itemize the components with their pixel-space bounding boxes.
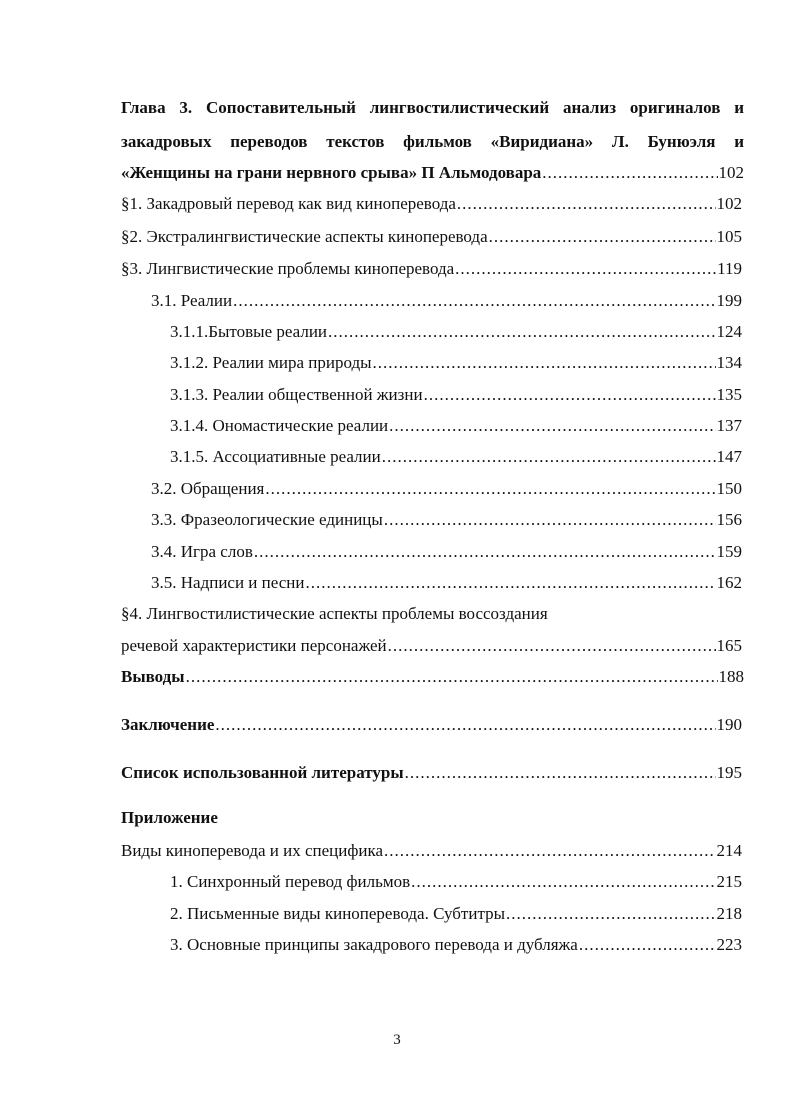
page-ref: 162 <box>716 573 742 592</box>
chapter3-title-line3: «Женщины на грани нервного срыва» П Альмодовара <box>121 163 542 182</box>
toc-entry <box>121 226 742 248</box>
toc-entry <box>170 384 742 406</box>
entry-text: 3.4. Игра слов <box>151 542 253 561</box>
leader-dots <box>388 635 716 657</box>
leader-dots <box>384 509 716 531</box>
entry-text: 1. Синхронный перевод фильмов <box>170 872 411 891</box>
leader-dots <box>411 871 715 893</box>
toc-entry <box>151 572 742 594</box>
entry-text: речевой характеристики персонажей <box>121 636 387 655</box>
appendix-heading: Приложение <box>121 808 218 827</box>
page-ref: 119 <box>717 259 742 278</box>
page-number: 3 <box>393 1032 401 1048</box>
leader-dots <box>405 762 716 784</box>
leader-dots <box>389 415 715 437</box>
chapter3-title-line2: закадровых переводов текстов фильмов «Виридиана» Л. Бунюэля и <box>121 132 744 151</box>
entry-text: 3.2. Обращения <box>151 479 265 498</box>
page-ref: 135 <box>716 385 742 404</box>
entry-text: 2. Письменные виды киноперевода. Субтитры <box>170 904 506 923</box>
entry-text: §4. Лингвостилистические аспекты проблемы воссоздания <box>121 604 548 623</box>
page-ref: 195 <box>716 763 742 782</box>
leader-dots <box>384 840 715 862</box>
entry-text: §3. Лингвистические проблемы киноперевода <box>121 259 455 278</box>
page-ref: 190 <box>716 715 742 734</box>
toc-entry <box>170 352 742 374</box>
leader-dots <box>542 162 717 184</box>
entry-text: §2. Экстралингвистические аспекты киноперевода <box>121 227 488 246</box>
leader-dots <box>457 193 716 215</box>
toc-entry <box>151 509 742 531</box>
chapter3-title-line1: Глава 3. Сопоставительный лингвостилистический анализ оригиналов и <box>121 98 744 117</box>
entry-text: 3.1. Реалии <box>151 291 233 310</box>
toc-entry <box>170 446 742 468</box>
leader-dots <box>328 321 715 343</box>
page-ref: 218 <box>716 904 742 923</box>
leader-dots <box>233 290 715 312</box>
toc-entry-summary <box>121 714 742 736</box>
toc-entry-section4 <box>121 635 742 657</box>
page-ref: 165 <box>716 636 742 655</box>
page-ref: 199 <box>716 291 742 310</box>
entry-text: 3.1.2. Реалии мира природы <box>170 353 372 372</box>
page-ref: 102 <box>718 163 744 182</box>
page-ref: 137 <box>716 416 742 435</box>
entry-text: Выводы <box>121 667 185 686</box>
page-ref: 105 <box>716 227 742 246</box>
leader-dots <box>265 478 715 500</box>
page-ref: 150 <box>716 479 742 498</box>
toc-entry <box>170 415 742 437</box>
page-ref: 102 <box>716 194 742 213</box>
toc-entry <box>121 840 742 862</box>
entry-text: §1. Закадровый перевод как вид киноперевода <box>121 194 456 213</box>
entry-text: Заключение <box>121 715 215 734</box>
section4-title-line1 <box>121 603 548 625</box>
leader-dots <box>186 666 718 688</box>
toc-entry-chapter3 <box>121 162 744 184</box>
leader-dots <box>424 384 716 406</box>
leader-dots <box>506 903 715 925</box>
page-ref: 134 <box>716 353 742 372</box>
toc-entry <box>121 258 742 280</box>
leader-dots <box>382 446 716 468</box>
page-ref: 223 <box>716 935 742 954</box>
entry-text: 3.1.3. Реалии общественной жизни <box>170 385 423 404</box>
page-ref: 147 <box>716 447 742 466</box>
entry-text: Список использованной литературы <box>121 763 404 782</box>
toc-entry <box>151 290 742 312</box>
toc-entry <box>170 871 742 893</box>
leader-dots <box>254 541 716 563</box>
leader-dots <box>305 572 715 594</box>
toc-entry <box>121 193 742 215</box>
toc-entry <box>151 541 742 563</box>
entry-text: 3.1.1.Бытовые реалии <box>170 322 328 341</box>
page-ref: 188 <box>718 667 744 686</box>
leader-dots <box>455 258 716 280</box>
page-ref: 214 <box>716 841 742 860</box>
page-ref: 159 <box>716 542 742 561</box>
toc-entry <box>170 903 742 925</box>
leader-dots <box>373 352 716 374</box>
toc-entry-conclusions <box>121 666 744 688</box>
toc-entry-references <box>121 762 742 784</box>
entry-text: 3.5. Надписи и песни <box>151 573 305 592</box>
entry-text: 3.3. Фразеологические единицы <box>151 510 383 529</box>
entry-text: Виды киноперевода и их специфика <box>121 841 384 860</box>
page-ref: 124 <box>716 322 742 341</box>
entry-text: 3.1.4. Ономастические реалии <box>170 416 389 435</box>
toc-entry <box>151 478 742 500</box>
entry-text: 3. Основные принципы закадрового перевода и дубляжа <box>170 935 578 954</box>
toc-entry <box>170 321 742 343</box>
leader-dots <box>215 714 715 736</box>
leader-dots <box>489 226 716 248</box>
page-ref: 156 <box>716 510 742 529</box>
leader-dots <box>579 934 716 956</box>
page-ref: 215 <box>716 872 742 891</box>
entry-text: 3.1.5. Ассоциативные реалии <box>170 447 381 466</box>
toc-entry <box>170 934 742 956</box>
